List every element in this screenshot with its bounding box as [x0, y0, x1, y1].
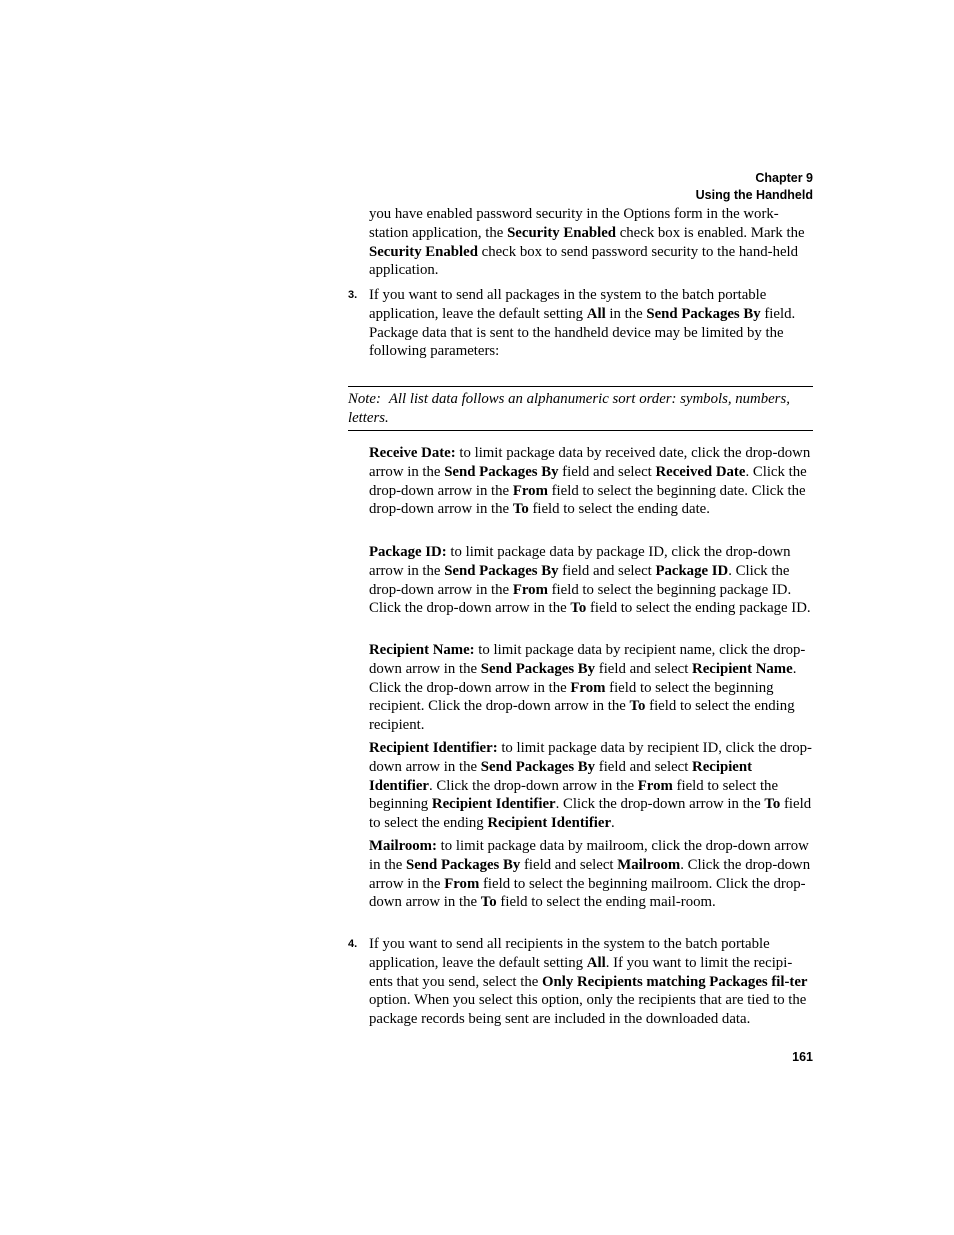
- recipient-identifier-paragraph: Recipient Identifier: to limit package data by recipient ID, click the drop-down arrow in the Send Packages By field and select Recipient Identifier. Click the drop-down arrow in the From field to select the beginning Recipient Identifier. Click the drop-down arrow in the To field to select the ending Recipient Identifier.: [369, 740, 812, 832]
- note-text: All list data follows an alphanumeric sort order: symbols, numbers, letters.: [348, 391, 790, 426]
- step-3-paragraph: If you want to send all packages in the system to the batch portable application, leave the default setting All in the Send Packages By field. Package data that is sent to the handheld device may be limited by the following parameters:: [369, 287, 796, 360]
- step-4-paragraph: If you want to send all recipients in the system to the batch portable application, leave the default setting All. If you want to limit the recipi-ents that you send, select the Only Recipients matching Packages fil-ter option. When you select this option, only the recipients that are tied to the package records being sent are included in the downloaded data.: [369, 936, 808, 1028]
- chapter-title: Using the Handheld: [695, 188, 813, 202]
- step-4-number: 4.: [348, 938, 358, 950]
- intro-paragraph: you have enabled password security in the Options form in the work-station application, the Security Enabled check box is enabled. Mark the Security Enabled check box to send password security to the hand-held application.: [369, 206, 805, 279]
- chapter-label: Chapter 9: [755, 171, 813, 185]
- running-header: [696, 170, 813, 204]
- mailroom-paragraph: Mailroom: to limit package data by mailroom, click the drop-down arrow in the Send Packages By field and select Mailroom. Click the drop-down arrow in the From field to select the beginning mailroom. Click the drop-down arrow in the To field to select the ending mail-room.: [369, 838, 811, 911]
- note-box: [348, 386, 813, 431]
- step-3-number: 3.: [348, 289, 358, 301]
- note-label: Note:: [348, 391, 381, 407]
- package-id-paragraph: Package ID: to limit package data by package ID, click the drop-down arrow in the Send Packages By field and select Package ID. Click the drop-down arrow in the From field to select the beginning package ID. Click the drop-down arrow in the To field to select the ending package ID.: [369, 544, 811, 617]
- receive-date-paragraph: Receive Date: to limit package data by received date, click the drop-down arrow in the Send Packages By field and select Received Date. Click the drop-down arrow in the From field to select the beginning date. Click the drop-down arrow in the To field to select the ending date.: [369, 445, 811, 518]
- page-number: 161: [792, 1050, 813, 1064]
- recipient-name-paragraph: Recipient Name: to limit package data by recipient name, click the drop-down arrow in the Send Packages By field and select Recipient Name. Click the drop-down arrow in the From field to select the beginning recipient. Click the drop-down arrow in the To field to select the ending recipient.: [369, 642, 806, 734]
